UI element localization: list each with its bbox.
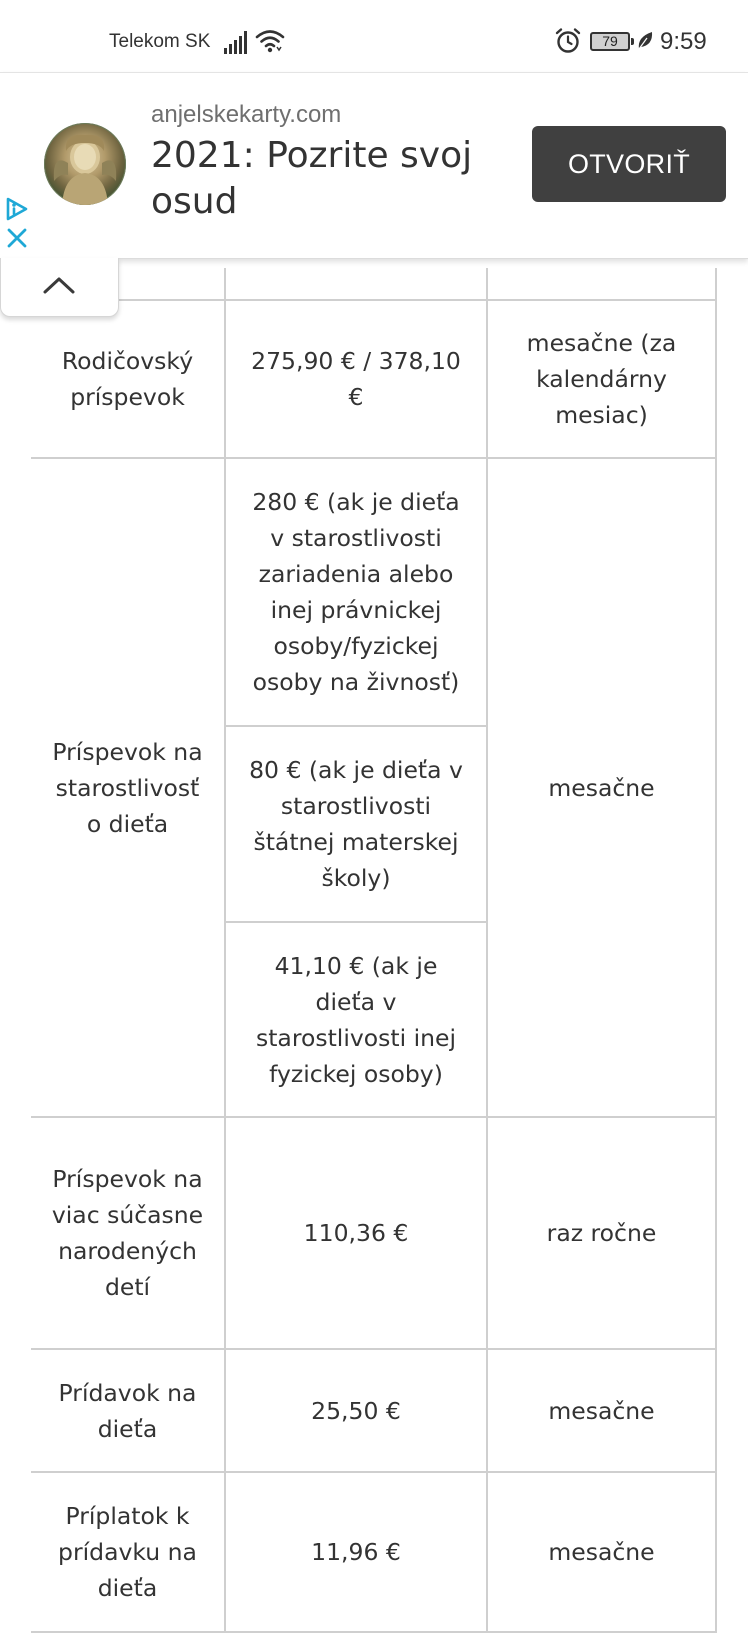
benefit-frequency: mesačne (za kalendárny mesiac) [487,300,716,458]
benefit-name: Príspevok na viac súčasne narodených detí [31,1117,225,1349]
table-row [31,300,716,458]
ad-logo [44,123,126,205]
table-row-previous [31,268,716,300]
benefit-frequency: mesačne [487,1349,716,1472]
adchoices-icon[interactable] [4,196,30,222]
collapse-ad-button[interactable] [0,258,119,317]
table-row [31,1472,716,1632]
benefit-amount: 280 € (ak je dieťa v starostlivosti zariadenia alebo inej právnickej osoby/fyzickej osoby na živnosť) [225,458,487,726]
close-icon[interactable] [4,225,30,251]
benefits-table [31,268,717,1633]
ad-domain: anjelskekarty.com [151,101,342,128]
benefit-name: Prídavok na dieťa [31,1349,225,1472]
benefit-amount: 25,50 € [225,1349,487,1472]
ad-headline[interactable]: 2021: Pozrite svoj osud [151,135,473,222]
benefit-amount: 41,10 € (ak je dieťa v starostlivosti inej fyzickej osoby) [225,922,487,1117]
table-row [31,1349,716,1472]
status-bar [0,0,748,72]
ad-banner[interactable] [0,72,748,259]
benefit-frequency: mesačne [487,458,716,1117]
benefit-amount: 11,96 € [225,1472,487,1632]
battery-icon [590,32,630,51]
signal-icon [224,31,248,54]
benefit-amount: 110,36 € [225,1117,487,1349]
battery-level: 79 [602,33,618,49]
wifi-icon [255,28,285,55]
table-row [31,1117,716,1349]
clock-time: 9:59 [660,28,707,55]
benefit-name: Príspevok na starostlivosť o dieťa [31,458,225,1117]
carrier-name: Telekom SK [109,31,211,52]
benefit-frequency: mesačne [487,1472,716,1632]
benefit-name: Rodičovský príspevok [31,300,225,458]
benefit-amount: 275,90 € / 378,10 € [225,300,487,458]
benefit-frequency: raz ročne [487,1117,716,1349]
alarm-icon [554,27,582,55]
chevron-up-icon [43,276,75,294]
benefit-name: Príplatok k prídavku na dieťa [31,1472,225,1632]
ad-open-button[interactable]: OTVORIŤ [532,126,726,202]
table-row [31,458,716,726]
benefit-amount: 80 € (ak je dieťa v starostlivosti štátnej materskej školy) [225,726,487,922]
leaf-icon [637,31,654,51]
